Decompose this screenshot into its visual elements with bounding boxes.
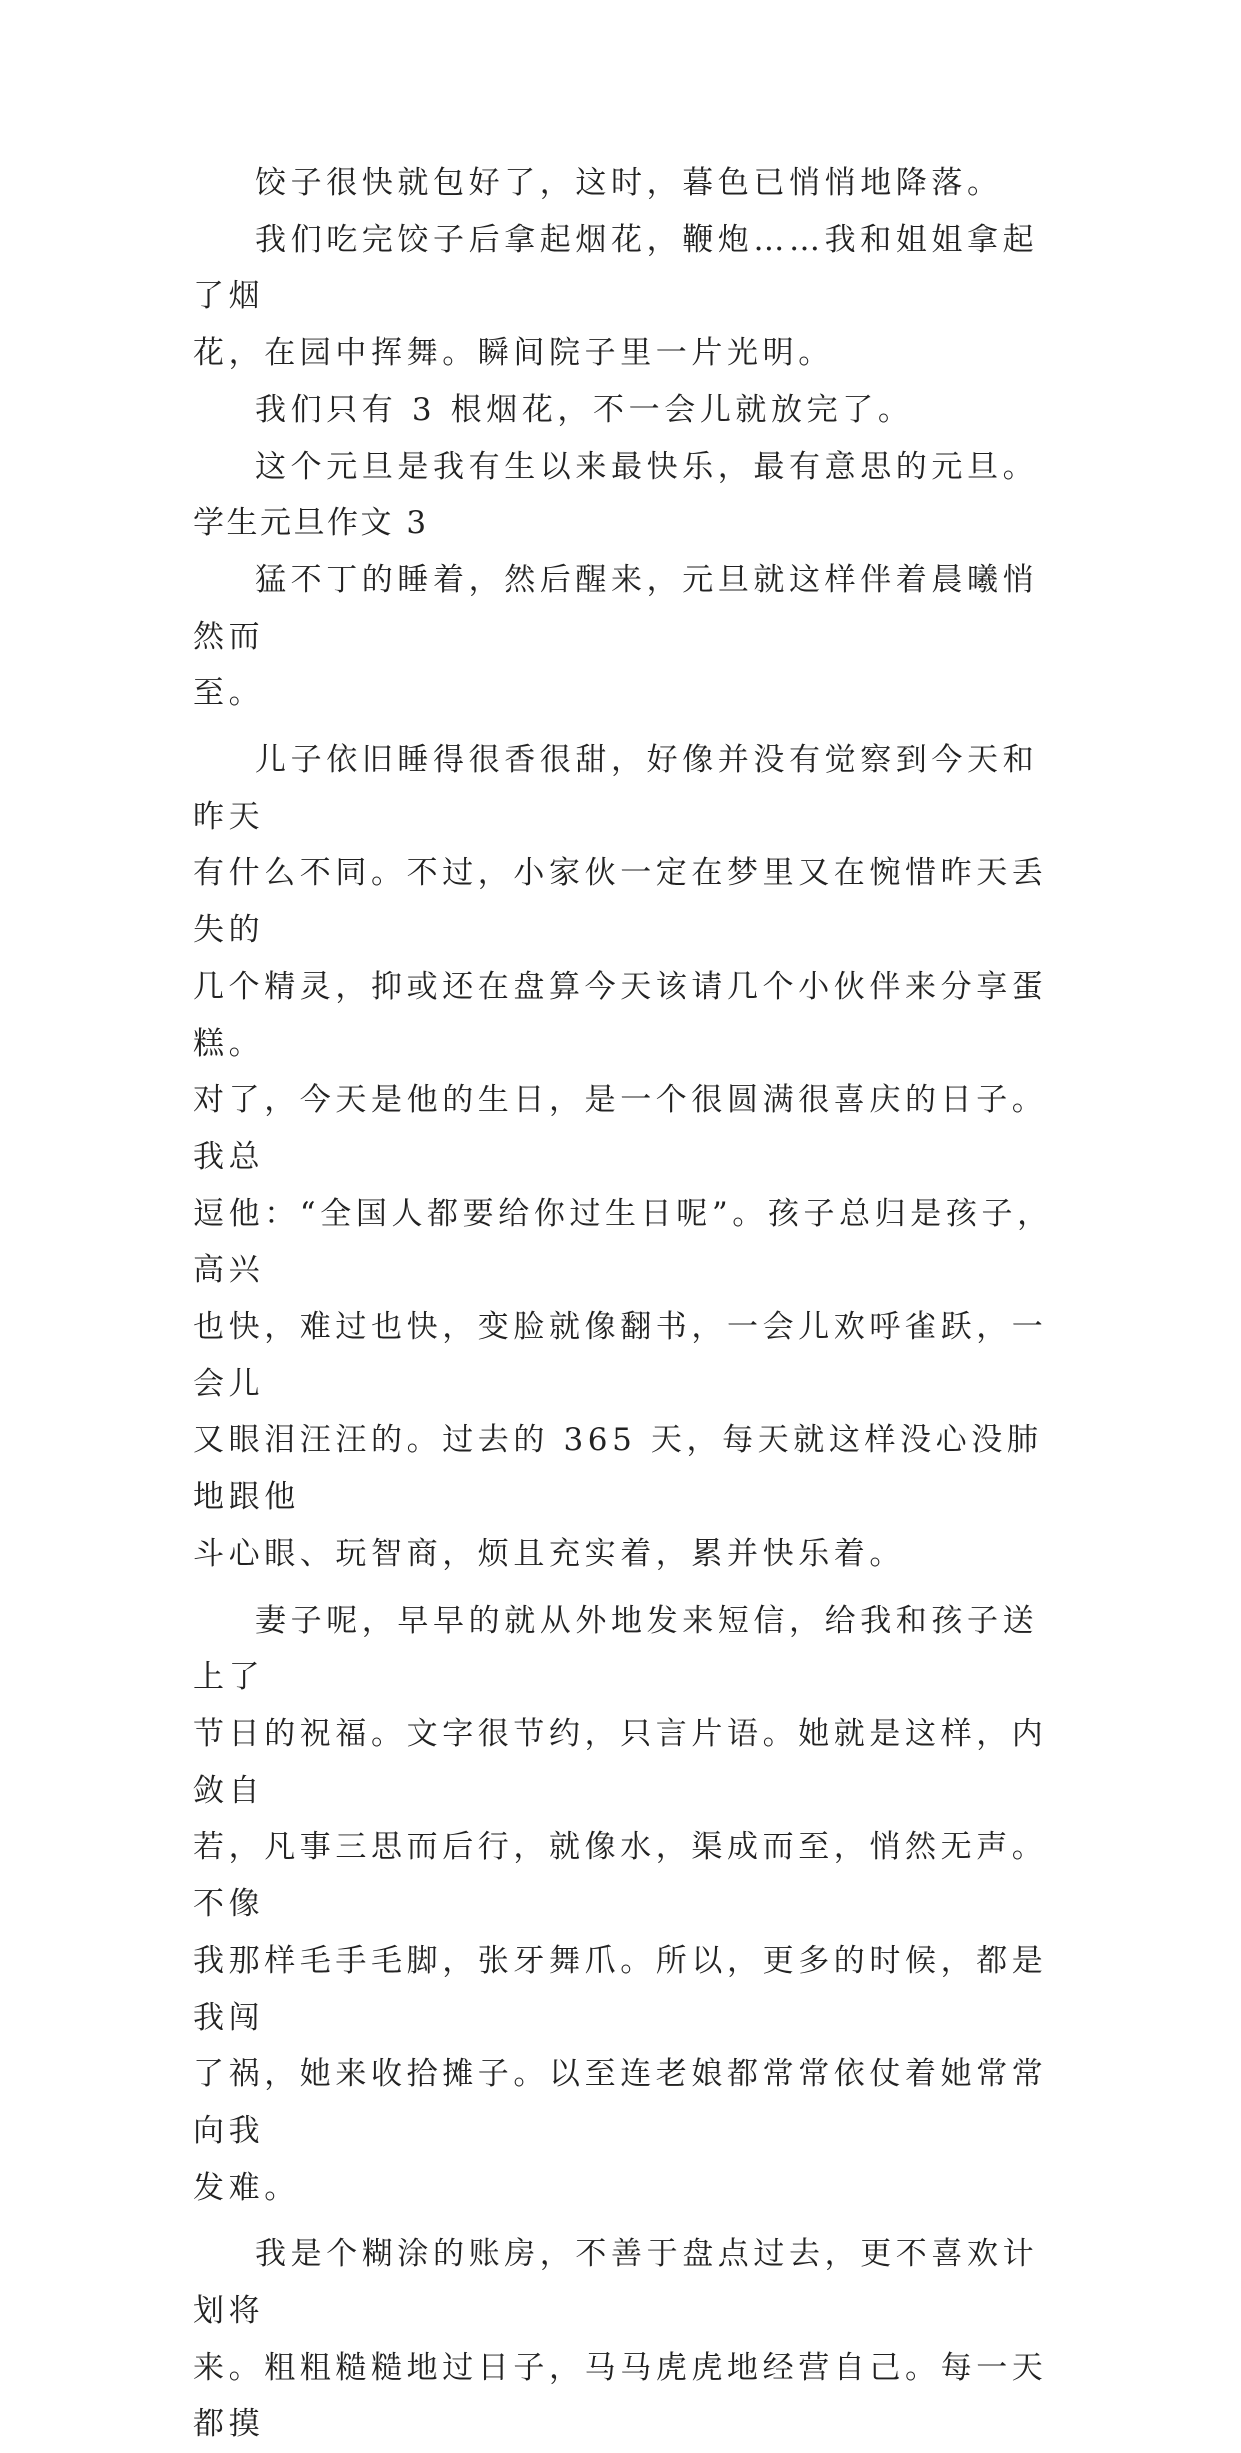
paragraph-waking-up: 猛不丁的睡着，然后醒来，元旦就这样伴着晨曦悄然而 至。 [193, 561, 1039, 712]
document-body [193, 155, 1053, 2453]
essay-heading: 学生元旦作文 3 [193, 505, 429, 542]
paragraph-happiest-new-year: 这个元旦是我有生以来最快乐，最有意思的元旦。 [255, 448, 1039, 485]
paragraph-dumplings: 饺子很快就包好了，这时，暮色已悄悄地降落。 [255, 165, 1003, 201]
paragraph-accountant: 我是个糊涂的账房，不善于盘点过去，更不喜欢计划将 来。粗粗糙糙地过日子，马马虎虎地经营自己。每一天都摸 [193, 2236, 1048, 2443]
paragraph-three-fireworks: 我们只有 3 根烟花，不一会儿就放完了。 [255, 391, 914, 428]
paragraph-fireworks: 我们吃完饺子后拿起烟花，鞭炮……我和姐姐拿起了烟 花，在园中挥舞。瞬间院子里一片光明。 [193, 221, 1039, 372]
paragraph-son: 儿子依旧睡得很香很甜，好像并没有觉察到今天和昨天 有什么不同。不过，小家伙一定在梦里又在惋惜昨天丢失的 几个精灵，抑或还在盘算今天该请几个小伙伴来分享蛋糕。 对了，今天是他的生日，是一个很圆满很喜庆的日子。我总 逗他：“全国人都要给你过生日呢”。孩子总归是孩子，高兴 也快，难过也快，变脸就像翻书，一会儿欢呼雀跃，一会儿 又眼泪汪汪的。过去的 365 天，每天就这样没心没肺地跟他 斗心眼、玩智商，烦且充实着，累并快乐着。 [193, 742, 1053, 1572]
paragraph-wife: 妻子呢，早早的就从外地发来短信，给我和孩子送上了 节日的祝福。文字很节约，只言片语。她就是这样，内敛自 若，凡事三思而后行，就像水，渠成而至，悄然无声。不像 我那样毛手毛脚，张牙舞爪。所以，更多的时候，都是我闯 了祸，她来收拾摊子。以至连老娘都常常依仗着她常常向我 发难。 [193, 1602, 1048, 2206]
